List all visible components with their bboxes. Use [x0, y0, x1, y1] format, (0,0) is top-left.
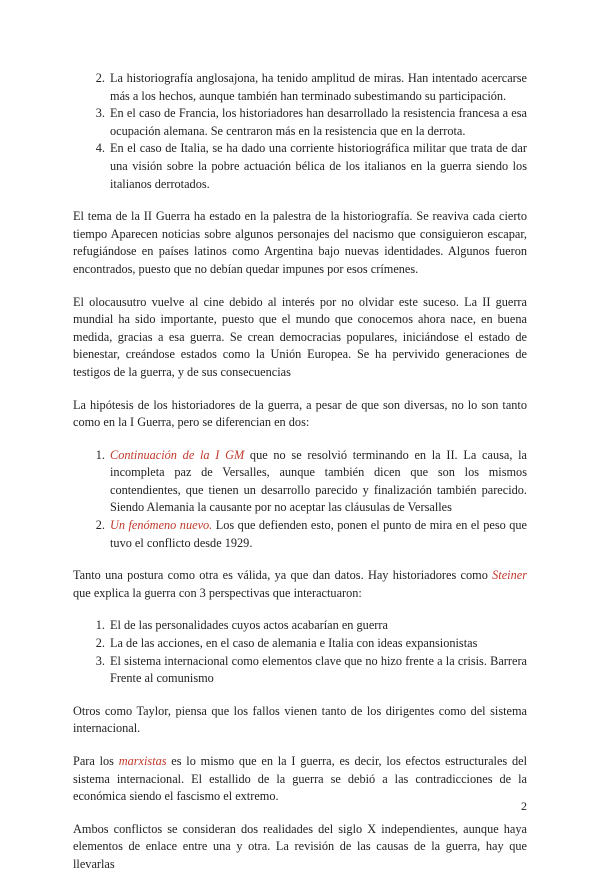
paragraph-hypotheses-intro: La hipótesis de los historiadores de la guerra, a pesar de que son diversas, no lo son tanto como en la I Guerra, pero se diferencian en dos:: [73, 397, 527, 430]
paragraph-taylor: Otros como Taylor, piensa que los fallos vienen tanto de los dirigentes como del sistema internacional.: [73, 703, 527, 736]
page-number: 2: [521, 799, 527, 814]
paragraph-palestra: El tema de la II Guerra ha estado en la palestra de la historiografía. Se reaviva cada cierto tiempo Aparecen noticias sobre algunos personajes del nacismo que consiguieron escapar, refugiándose en países latinos como Argentina bajo nuevas identidades. Algunos fueron encontrados, puesto que no debían quedar impunes por esos crímenes.: [73, 209, 527, 276]
list-item: 1. El de las personalidades cuyos actos acabarían en guerra: [108, 617, 527, 635]
historiography-list: [73, 70, 527, 193]
text-run: es lo mismo que en la I guerra, es decir, los efectos estructurales del sistema internacional. El estallido de la guerra se debió a las contradicciones de la económica siendo el fascismo el extremo.: [73, 754, 527, 804]
paragraph-conflicts: Ambos conflictos se consideran dos realidades del siglo X independientes, aunque haya elementos de enlace entre una y otra. La revisión de las causas de la guerra, hay que llevarlas: [73, 821, 527, 871]
list-item: 3. El sistema internacional como elementos clave que no hizo frente a la crisis. Barrera Frente al comunismo: [108, 653, 527, 688]
list-item: 2. La historiografía anglosajona, ha tenido amplitud de miras. Han intentado acercarse más a los hechos, aunque también han terminado subestimando su participación.: [108, 70, 527, 105]
list-item: 3. En el caso de Francia, los historiadores han desarrollado la resistencia francesa a esa ocupación alemana. Se centraron más en la resistencia que en la derrota.: [108, 105, 527, 140]
text-run: Tanto una postura como otra es válida, ya que dan datos. Hay historiadores como: [73, 568, 493, 583]
list-item: [108, 447, 527, 517]
paragraph-marxists: [73, 753, 527, 806]
text-run: Para los: [73, 754, 119, 768]
highlight-text: marxistas: [118, 754, 167, 768]
hypotheses-list: [73, 447, 527, 553]
list-item: 2. La de las acciones, en el caso de alemania e Italia con ideas expansionistas: [108, 635, 527, 653]
perspectives-list: [73, 617, 527, 687]
list-item: 4. En el caso de Italia, se ha dado una corriente historiográfica militar que trata de dar una visión sobre la pobre actuación bélica de los italianos en la guerra siendo los italianos derrotados.: [108, 140, 527, 193]
highlight-text: Continuación de la I GM: [110, 447, 245, 462]
list-item-text: Los que defienden esto, ponen el punto de mira en el peso que tuvo el conflicto desde 1929.: [110, 518, 527, 550]
paragraph-holocaust: El olocausutro vuelve al cine debido al interés por no olvidar este suceso. La II guerra mundial ha sido importante, puesto que el mundo que conocemos ahora nace, en buena medida, gracias a esa guerra. Se crean democracias populares, iniciándose el estado de bienestar, creándose estados como la Unión Europea. Se ha pervivido generaciones de testigos de la guerra, y de sus consecuencias: [73, 294, 527, 379]
list-item-text: que no se resolvió terminando en la II. La causa, la incompleta paz de Versalles, aunque también dicen que son los mismos contendientes, que tienen un desarrollo parecido y finalización también parecido. Siendo Alemania la causante por no aceptar las cláusulas de Versalles: [110, 447, 528, 515]
highlight-text: Un fenómeno nuevo.: [110, 518, 213, 533]
paragraph-steiner: [73, 567, 527, 602]
list-item: [108, 517, 527, 552]
text-run: que explica la guerra con 3 perspectivas que interactuaron:: [73, 585, 362, 600]
highlight-text: Steiner: [492, 568, 527, 583]
